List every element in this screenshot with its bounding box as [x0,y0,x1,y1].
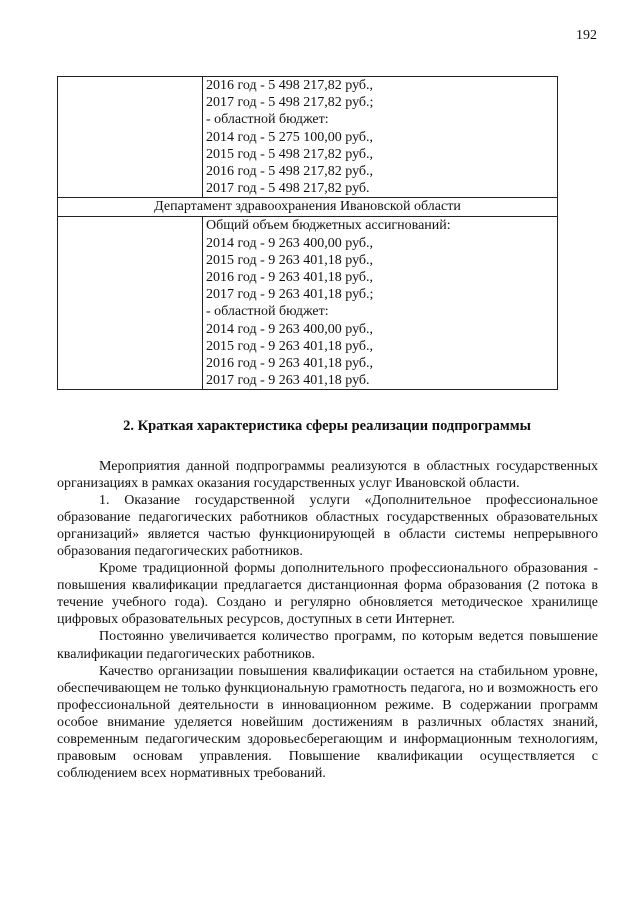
table-row [58,217,558,390]
budget-table [57,76,558,390]
budget-line: 2017 год - 9 263 401,18 руб. [206,373,370,389]
paragraph: Качество организации повышения квалификации остается на стабильном уровне, обеспечивающем не только функциональную грамотность педагога, но и возможность его профессиональной деятельности в инновационном режиме. В содержании программ особое внимание уделяется новейшим достижениям в различных областях знаний, современным педагогическим здоровьесберегающим и информационным технологиям, правовым основам управления. Повышение квалификации осуществляется с соблюдением всех нормативных требований. [57,663,598,781]
budget-line: 2015 год - 5 498 217,82 руб., [206,146,374,162]
table-row [58,77,558,198]
page-number: 192 [576,28,597,43]
budget-line: - областной бюджет: [206,112,329,128]
budget-cell [203,77,558,198]
empty-left-cell [58,217,203,390]
paragraph: 1. Оказание государственной услуги «Дополнительное профессиональное образование педагогических работников областных государственных образовательных организаций» является частью функционирующей в области системы непрерывного образования педагогических работников. [57,493,598,560]
budget-line: Общий объем бюджетных ассигнований: [206,218,451,234]
budget-line: - областной бюджет: [206,304,329,320]
budget-cell [203,217,558,390]
table-row [58,198,558,217]
budget-line: 2014 год - 9 263 400,00 руб., [206,235,374,251]
budget-line: 2016 год - 5 498 217,82 руб., [206,78,374,93]
paragraph: Кроме традиционной формы дополнительного профессионального образования - повышения квалификации предлагается дистанционная форма образования (2 потока в течение учебного года). Создано и регулярно обновляется методическое хранилище цифровых образовательных ресурсов, доступных в сети Интернет. [57,561,598,628]
budget-line: 2016 год - 9 263 401,18 руб., [206,356,374,372]
budget-line: 2017 год - 5 498 217,82 руб. [206,181,370,197]
budget-line: 2015 год - 9 263 401,18 руб., [206,338,374,354]
budget-line: 2017 год - 5 498 217,82 руб.; [206,95,374,111]
budget-line: 2014 год - 5 275 100,00 руб., [206,129,374,145]
section-heading: 2. Краткая характеристика сферы реализации подпрограммы [123,418,531,434]
paragraph: Мероприятия данной подпрограммы реализуются в областных государственных организациях в рамках оказания государственных услуг Ивановской области. [57,459,598,492]
budget-line: 2014 год - 9 263 400,00 руб., [206,321,374,337]
budget-line: 2017 год - 9 263 401,18 руб.; [206,287,374,303]
budget-line: 2015 год - 9 263 401,18 руб., [206,252,374,268]
empty-left-cell [58,77,203,198]
section-body [57,458,598,782]
budget-line: 2016 год - 5 498 217,82 руб., [206,164,374,180]
paragraph: Постоянно увеличивается количество программ, по которым ведется повышение квалификации педагогических работников. [57,629,598,662]
department-header: Департамент здравоохранения Ивановской области [58,198,558,217]
budget-line: 2016 год - 9 263 401,18 руб., [206,270,374,286]
